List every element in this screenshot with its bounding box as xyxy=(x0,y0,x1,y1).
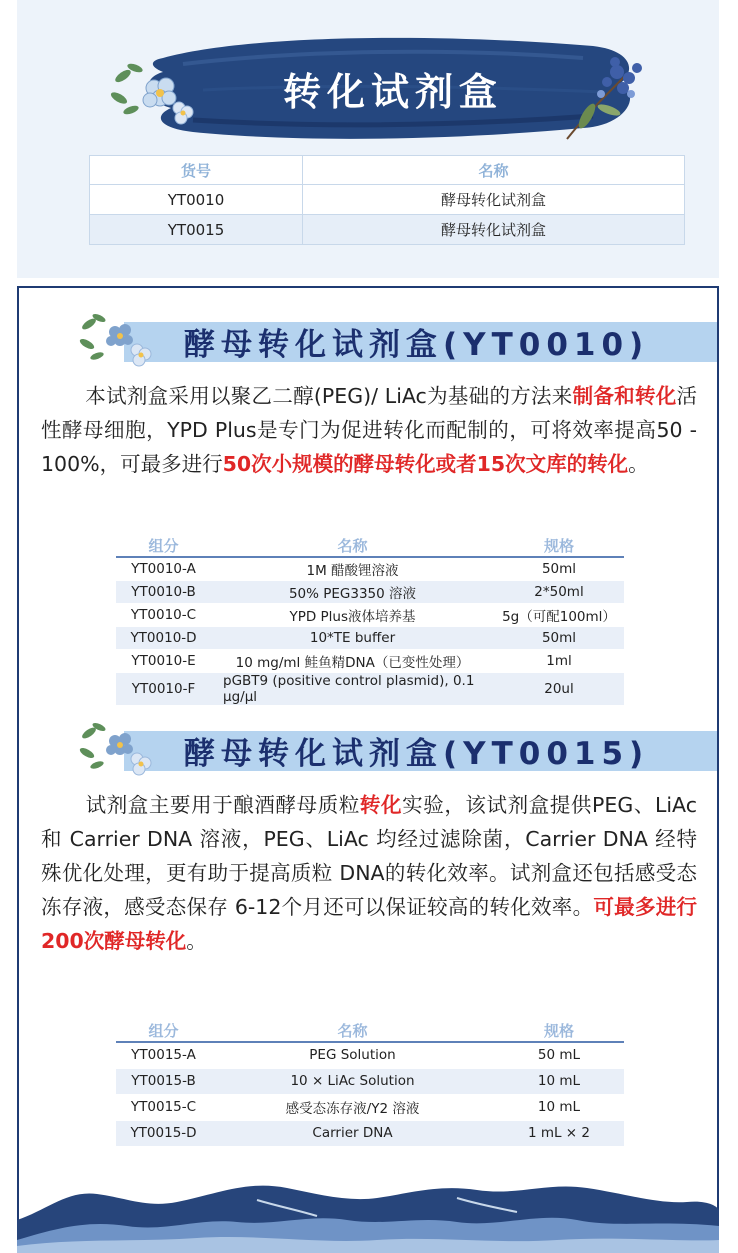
component-name: pGBT9 (positive control plasmid), 0.1 μg/μl xyxy=(211,672,494,705)
table-row xyxy=(116,580,624,603)
component-spec: 5g（可配100ml） xyxy=(494,603,624,626)
catalog-number: YT0010 xyxy=(90,185,303,215)
component-spec: 50ml xyxy=(494,626,624,649)
component-spec: 50 mL xyxy=(494,1042,624,1068)
product-name: 酵母转化试剂盒 xyxy=(303,215,685,245)
column-header: 名称 xyxy=(303,156,685,185)
component-spec: 20ul xyxy=(494,672,624,705)
table-row xyxy=(116,1120,624,1146)
section-heading-yt0010 xyxy=(79,316,719,366)
catalog-number: YT0015 xyxy=(90,215,303,245)
component-name: 1M 醋酸锂溶液 xyxy=(211,557,494,580)
table-header-row xyxy=(90,156,685,185)
component-code: YT0010-C xyxy=(116,603,211,626)
component-spec: 50ml xyxy=(494,557,624,580)
table-row xyxy=(116,649,624,672)
component-code: YT0015-A xyxy=(116,1042,211,1068)
table-header-row xyxy=(116,1020,624,1042)
column-header: 组分 xyxy=(116,1020,211,1042)
table-row xyxy=(90,185,685,215)
table-row xyxy=(116,557,624,580)
component-code: YT0015-B xyxy=(116,1068,211,1094)
column-header: 货号 xyxy=(90,156,303,185)
component-code: YT0010-D xyxy=(116,626,211,649)
component-name: 感受态冻存液/Y2 溶液 xyxy=(211,1094,494,1120)
description-text: 活性酵母细胞，YPD Plus是专门为促进转化而配制的，可将效率提高50 - 100%，可最多进行 xyxy=(41,384,698,476)
table-row xyxy=(116,1068,624,1094)
description-text: 试剂盒主要用于酿酒酵母质粒 xyxy=(85,793,360,817)
description-text: 本试剂盒采用以聚乙二醇(PEG)/ LiAc为基础的方法来 xyxy=(85,384,573,408)
section-title: 酵母转化试剂盒(YT0010) xyxy=(184,326,650,363)
content-frame xyxy=(17,286,719,1246)
product-name: 酵母转化试剂盒 xyxy=(303,185,685,215)
component-code: YT0010-B xyxy=(116,580,211,603)
section-description xyxy=(41,379,697,481)
table-row xyxy=(116,1042,624,1068)
table-row xyxy=(116,672,624,705)
component-spec: 1ml xyxy=(494,649,624,672)
flower-icon xyxy=(79,719,154,779)
column-header: 组分 xyxy=(116,535,211,557)
column-header: 名称 xyxy=(211,1020,494,1042)
component-table-yt0015 xyxy=(116,1020,624,1147)
component-name: 10 × LiAc Solution xyxy=(211,1068,494,1094)
description-text: 。 xyxy=(628,452,649,476)
highlight-text: 50次小规模的酵母转化或者15次文库的转化 xyxy=(222,452,629,476)
component-code: YT0010-E xyxy=(116,649,211,672)
component-name: Carrier DNA xyxy=(211,1120,494,1146)
column-header: 名称 xyxy=(211,535,494,557)
flower-icon xyxy=(79,310,154,370)
mountain-decoration-image xyxy=(17,1180,719,1253)
component-name: YPD Plus液体培养基 xyxy=(211,603,494,626)
highlight-text: 可最多进行200次酵母转化 xyxy=(41,895,698,953)
component-table-yt0010 xyxy=(116,535,624,706)
product-table xyxy=(89,155,685,245)
component-code: YT0010-A xyxy=(116,557,211,580)
banner-title: 转化试剂盒 xyxy=(282,69,503,114)
section-description xyxy=(41,788,697,958)
component-name: 50% PEG3350 溶液 xyxy=(211,580,494,603)
table-row xyxy=(116,626,624,649)
column-header: 规格 xyxy=(494,535,624,557)
component-spec: 10 mL xyxy=(494,1094,624,1120)
component-name: PEG Solution xyxy=(211,1042,494,1068)
highlight-text: 转化 xyxy=(359,793,403,817)
table-row xyxy=(116,1094,624,1120)
highlight-text: 制备和转化 xyxy=(572,384,677,408)
top-banner xyxy=(17,0,719,278)
table-row xyxy=(90,215,685,245)
flower-decoration-icon xyxy=(109,58,199,128)
component-spec: 10 mL xyxy=(494,1068,624,1094)
component-spec: 2*50ml xyxy=(494,580,624,603)
component-name: 10 mg/ml 鲑鱼精DNA（已变性处理） xyxy=(211,649,494,672)
section-title: 酵母转化试剂盒(YT0015) xyxy=(184,735,650,772)
component-name: 10*TE buffer xyxy=(211,626,494,649)
table-header-row xyxy=(116,535,624,557)
component-spec: 1 mL × 2 xyxy=(494,1120,624,1146)
component-code: YT0010-F xyxy=(116,672,211,705)
component-code: YT0015-D xyxy=(116,1120,211,1146)
table-row xyxy=(116,603,624,626)
component-code: YT0015-C xyxy=(116,1094,211,1120)
column-header: 规格 xyxy=(494,1020,624,1042)
section-heading-yt0015 xyxy=(79,725,719,775)
description-text: 。 xyxy=(186,929,207,953)
berry-decoration-icon xyxy=(557,54,647,144)
description-text: 实验，该试剂盒提供PEG、LiAc 和 Carrier DNA 溶液，PEG、LiAc 均经过滤除菌，Carrier DNA 经特殊优化处理，更有助于提高质粒 DNA的转化效率。试剂盒还包括感受态冻存液，感受态保存 6-12个月还可以保证较高的转化效率。 xyxy=(41,793,697,919)
